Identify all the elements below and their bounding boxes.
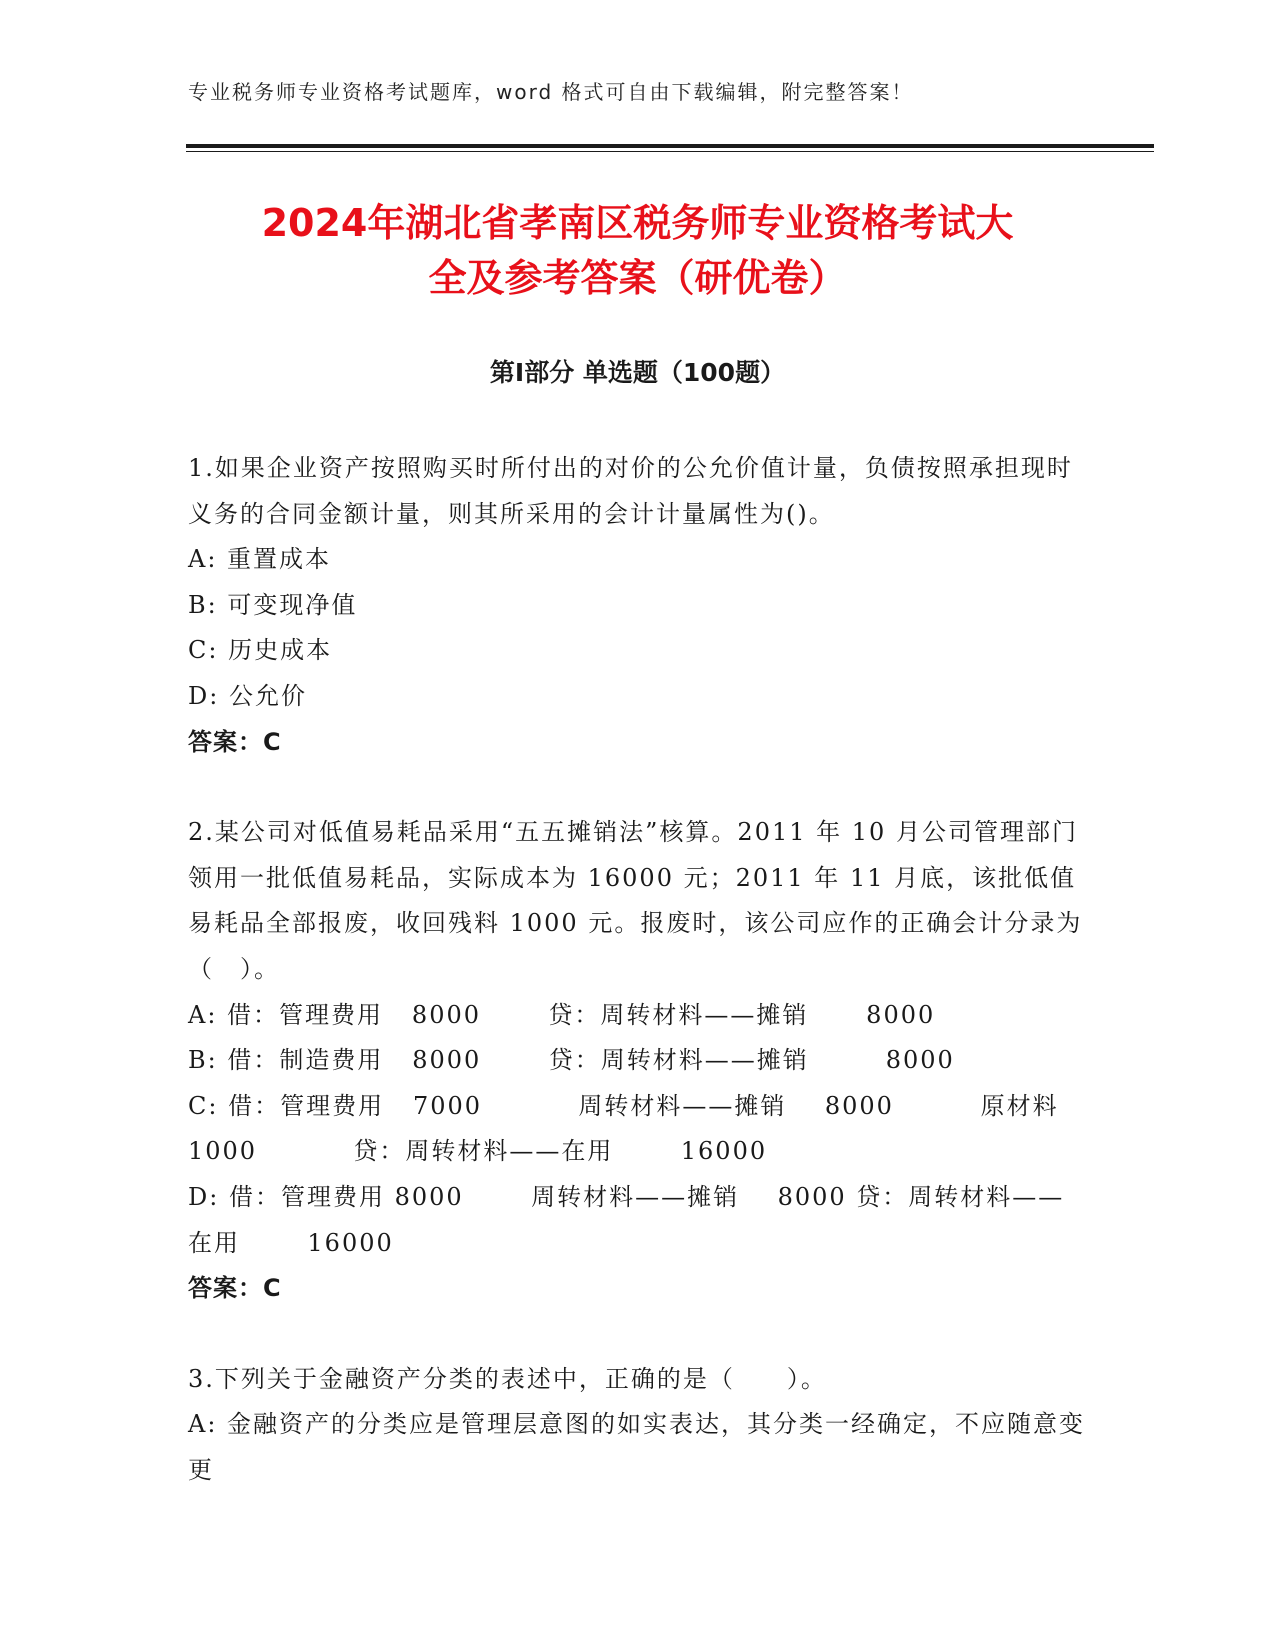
- question-stem: 1.如果企业资产按照购买时所付出的对价的公允价值计量，负债按照承担现时义务的合同金额计量，则其所采用的会计计量属性为()。: [188, 454, 1073, 528]
- header-rule-thick: [186, 144, 1154, 148]
- question-list: [188, 446, 1232, 1493]
- option-a: A: 借：管理费用 8000 贷：周转材料——摊销 8000: [188, 1000, 936, 1029]
- option-b: B: 可变现净值: [188, 590, 358, 619]
- header-note: 专业税务师专业资格考试题库，word 格式可自由下载编辑，附完整答案！: [188, 80, 914, 104]
- option-b: B: 借：制造费用 8000 贷：周转材料——摊销 8000: [188, 1046, 955, 1075]
- option-c: C: 借：管理费用 7000 周转材料——摊销 8000 原材料 1000 贷：周转材料——在用 16000: [188, 1091, 1232, 1166]
- document-title-line-1: 2024年湖北省孝南区税务师专业资格考试大: [261, 201, 1014, 245]
- option-d: D: 借：管理费用 8000 周转材料——摊销 8000 贷：周转材料——在用 16000: [188, 1182, 1065, 1257]
- option-c: C: 历史成本: [188, 636, 333, 665]
- question-1: [188, 446, 1088, 765]
- section-heading: 第Ⅰ部分 单选题（100题）: [489, 358, 786, 387]
- answer-line: 答案：C: [188, 727, 282, 756]
- question-stem: 2.某公司对低值易耗品采用“五五摊销法”核算。2011 年 10 月公司管理部门领用一批低值易耗品，实际成本为 16000 元；2011 年 11 月底，该批低值易耗品全部报废，收回残料 1000 元。报废时，该公司应作的正确会计分录为（ ）。: [188, 818, 1083, 983]
- header-rule-thin: [186, 151, 1154, 152]
- document-title: [150, 196, 1125, 306]
- question-3: [188, 1357, 1088, 1494]
- question-2: [188, 810, 1232, 1312]
- answer-line: 答案：C: [188, 1274, 282, 1303]
- option-d: D: 公允价: [188, 681, 307, 710]
- option-a: A: 重置成本: [188, 545, 332, 574]
- document-title-line-2: 全及参考答案（研优卷）: [428, 256, 847, 300]
- option-a: A: 金融资产的分类应是管理层意图的如实表达，其分类一经确定，不应随意变更: [188, 1410, 1086, 1484]
- question-stem: 3.下列关于金融资产分类的表述中，正确的是（ ）。: [188, 1364, 827, 1393]
